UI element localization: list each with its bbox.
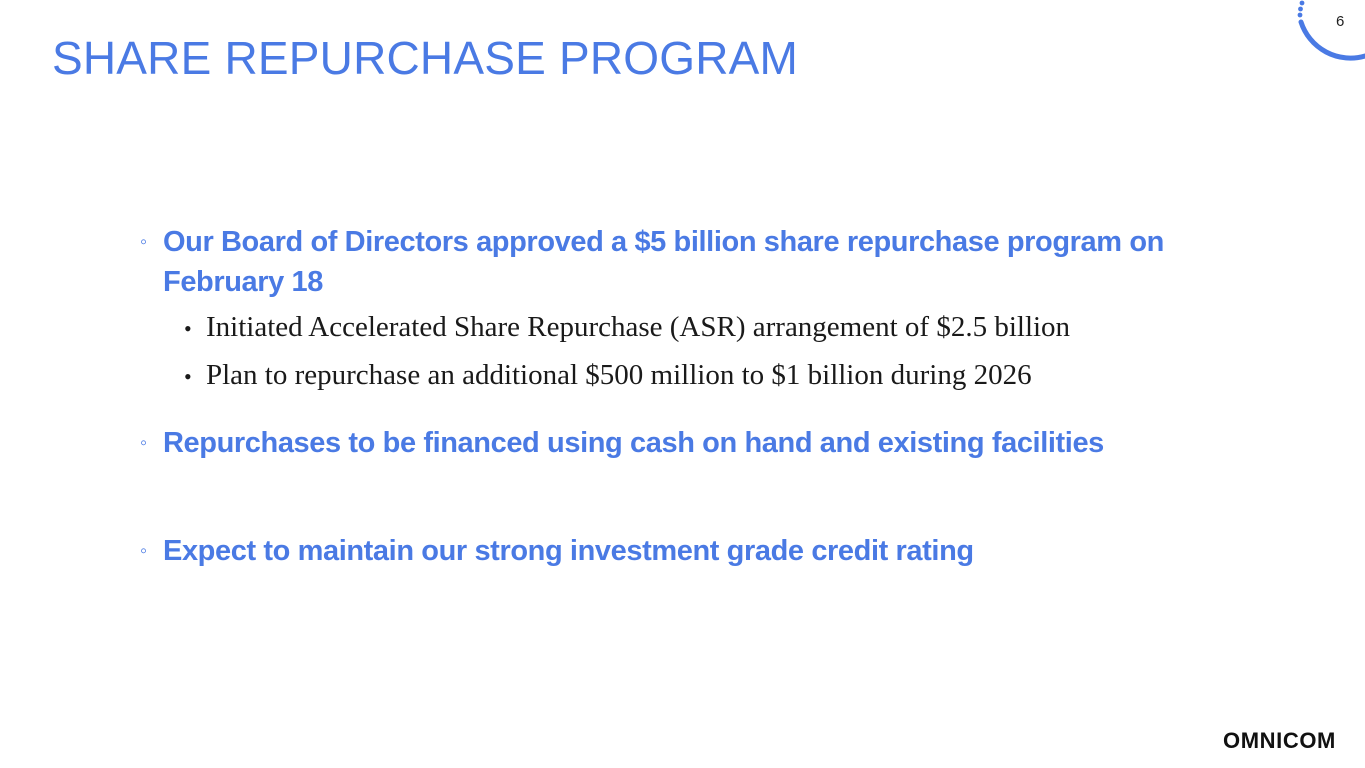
- bullet-text: Our Board of Directors approved a $5 billion share repurchase program on February 18: [163, 226, 1164, 298]
- hollow-bullet-icon: ◦: [140, 540, 147, 562]
- corner-arc-decoration-icon: [1290, 0, 1365, 65]
- sub-bullet-plan: [184, 355, 1032, 397]
- sub-bullet-asr: [184, 307, 1070, 349]
- dot-bullet-icon: •: [184, 364, 192, 389]
- bullet-text: Expect to maintain our strong investment grade credit rating: [163, 535, 974, 567]
- sub-bullet-text: Initiated Accelerated Share Repurchase (ASR) arrangement of $2.5 billion: [206, 311, 1071, 343]
- bullet-board-approval: [140, 222, 1270, 302]
- page-number: 6: [1336, 13, 1345, 30]
- bullet-text: Repurchases to be financed using cash on hand and existing facilities: [163, 427, 1104, 459]
- hollow-bullet-icon: ◦: [140, 231, 147, 253]
- omnicom-logo: OMNICOM: [1223, 728, 1336, 753]
- sub-bullet-text: Plan to repurchase an additional $500 million to $1 billion during 2026: [206, 359, 1032, 391]
- bullet-credit-rating: [140, 531, 974, 571]
- bullet-financing: [140, 423, 1123, 463]
- dot-bullet-icon: •: [184, 316, 192, 341]
- slide-title: SHARE REPURCHASE PROGRAM: [52, 32, 799, 84]
- hollow-bullet-icon: ◦: [140, 432, 147, 454]
